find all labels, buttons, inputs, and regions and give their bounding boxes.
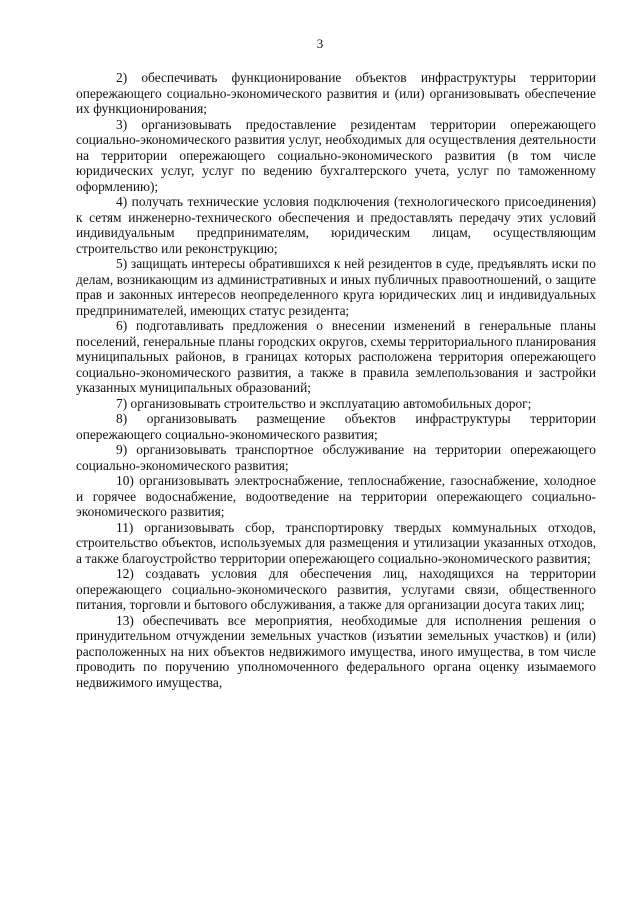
document-body	[76, 70, 596, 690]
paragraph-item-3: 3) организовывать предоставление резидентам территории опережающего социально-экономического развития услуг, необходимых для осуществления деятельности на территории опережающего социально-экономического развития (в том числе юридических услуг, услуг по ведению бухгалтерского учета, услуг по таможенному оформлению);	[76, 116, 596, 194]
paragraph-item-4: 4) получать технические условия подключения (технологического присоединения) к сетям инженерно-технического обеспечения и предоставлять передачу этих условий индивидуальным предпринимателям, юридическим лицам, осуществляющим строительство или реконструкцию;	[76, 194, 596, 256]
paragraph-item-7: 7) организовывать строительство и эксплуатацию автомобильных дорог;	[116, 395, 532, 411]
paragraph-item-5: 5) защищать интересы обратившихся к ней резидентов в суде, предъявлять иски по делам, возникающим из административных и иных публичных правоотношений, о защите прав и законных интересов неопределенного круга юридических лиц и индивидуальных предпринимателей, имеющих статус резидента;	[76, 256, 596, 318]
paragraph-item-9: 9) организовывать транспортное обслуживание на территории опережающего социально-экономического развития;	[76, 442, 596, 473]
paragraph-item-6: 6) подготавливать предложения о внесении изменений в генеральные планы поселений, генеральные планы городских округов, схемы территориального планирования муниципальных районов, в границах которых расположена территория опережающего социально-экономического развития, а также в правила землепользования и застройки указанных муниципальных образований;	[76, 318, 596, 395]
page-number: 3	[316, 36, 324, 51]
paragraph-item-11: 11) организовывать сбор, транспортировку твердых коммунальных отходов, строительство объектов, используемых для размещения и утилизации указанных отходов, а также благоустройство территории опережающего социально-экономического развития;	[76, 519, 596, 566]
paragraph-item-10: 10) организовывать электроснабжение, теплоснабжение, газоснабжение, холодное и горячее водоснабжение, водоотведение на территории опережающего социально-экономического развития;	[76, 473, 596, 519]
paragraph-item-13: 13) обеспечивать все мероприятия, необходимые для исполнения решения о принудительном отчуждении земельных участков (изъятии земельных участков) и (или) расположенных на них объектов недвижимого имущества, иного имущества, в том числе проводить по поручению уполномоченного федерального органа оценку изымаемого недвижимого имущества,	[76, 612, 596, 690]
paragraph-item-12: 12) создавать условия для обеспечения лиц, находящихся на территории опережающего социально-экономического развития, услугами связи, общественного питания, торговли и бытового обслуживания, а также для организации досуга таких лиц;	[76, 566, 596, 612]
paragraph-item-8: 8) организовывать размещение объектов инфраструктуры территории опережающего социально-экономического развития;	[76, 411, 596, 442]
paragraph-item-2: 2) обеспечивать функционирование объектов инфраструктуры территории опережающего социально-экономического развития и (или) организовывать обеспечение их функционирования;	[76, 70, 596, 116]
